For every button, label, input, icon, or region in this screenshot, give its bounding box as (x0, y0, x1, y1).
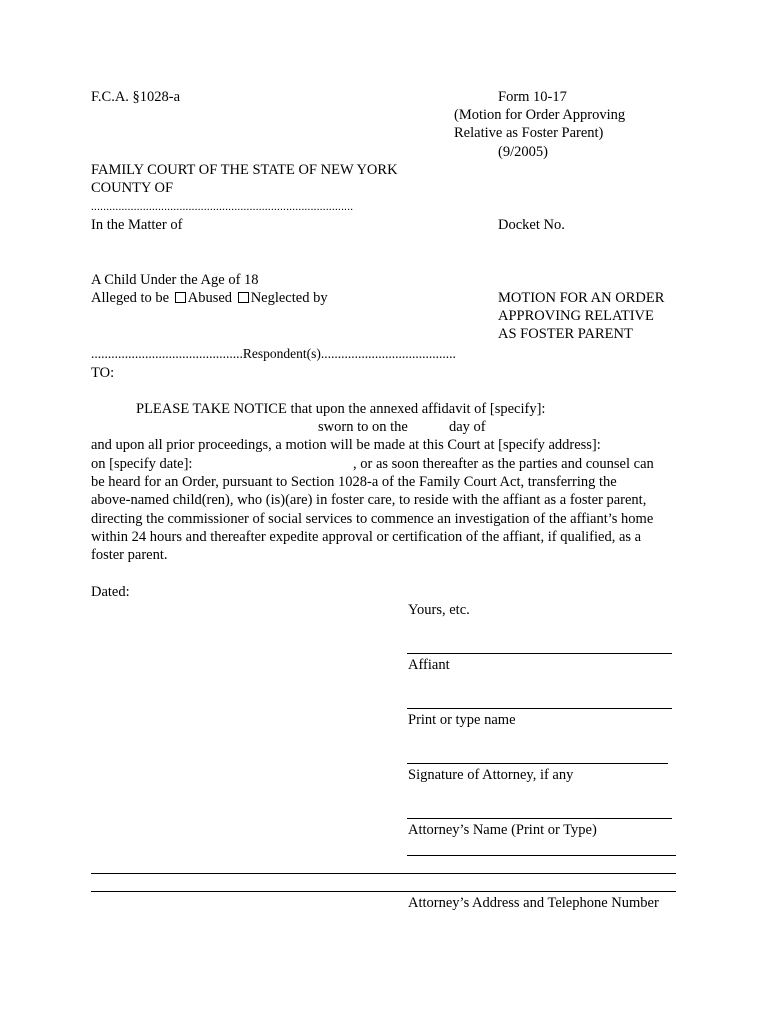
motion-title-line2: APPROVING RELATIVE (498, 308, 654, 324)
print-name-label: Print or type name (408, 712, 516, 728)
in-matter-of: In the Matter of (91, 217, 183, 233)
abused-label: Abused (187, 290, 233, 306)
affiant-signature-line[interactable] (407, 653, 672, 654)
day-of: day of (449, 419, 486, 435)
notice-line9: foster parent. (91, 547, 168, 563)
neglected-checkbox[interactable] (238, 292, 249, 303)
neglected-label: Neglected by (250, 290, 328, 306)
attorney-address-line2[interactable] (91, 873, 676, 874)
notice-line3: and upon all prior proceedings, a motion will be made at this Court at [specify address]: (91, 437, 601, 453)
dated-label: Dated: (91, 584, 130, 600)
affiant-label: Affiant (408, 657, 450, 673)
sworn-to-on: sworn to on the (318, 419, 408, 435)
motion-title-line3: AS FOSTER PARENT (498, 326, 633, 342)
attorney-address-label: Attorney’s Address and Telephone Number (408, 895, 659, 911)
form-title-line1: (Motion for Order Approving (454, 107, 626, 123)
notice-line4b: , or as soon thereafter as the parties and counsel can (353, 456, 654, 472)
docket-label: Docket No. (498, 217, 565, 233)
notice-line7: directing the commissioner of social services to commence an investigation of the affiant’s home (91, 511, 654, 527)
notice-line5: be heard for an Order, pursuant to Section 1028-a of the Family Court Act, transferring the (91, 474, 617, 490)
attorney-name-line[interactable] (407, 818, 672, 819)
county-label: COUNTY OF (91, 180, 174, 196)
form-number: Form 10-17 (498, 89, 567, 105)
statute-citation: F.C.A. §1028-a (91, 89, 181, 105)
abused-checkbox[interactable] (175, 292, 186, 303)
attorney-signature-line[interactable] (407, 763, 668, 764)
alleged-prefix: Alleged to be (91, 290, 170, 306)
specify-date: on [specify date]: (91, 456, 193, 472)
court-name: FAMILY COURT OF THE STATE OF NEW YORK (91, 162, 398, 178)
form-title-line2: Relative as Foster Parent) (454, 125, 604, 141)
print-name-line[interactable] (407, 708, 672, 709)
alleged-line (91, 289, 328, 307)
attorney-address-line3[interactable] (91, 891, 676, 892)
notice-line6: above-named child(ren), who (is)(are) in foster care, to reside with the affiant as a foster parent, (91, 492, 647, 508)
notice-line8: within 24 hours and thereafter expedite approval or certification of the affiant, if qualified, as a (91, 529, 642, 545)
to-label: TO: (91, 365, 115, 381)
form-date: (9/2005) (498, 144, 548, 160)
county-fill-dots: ...................................................................................... (91, 201, 354, 213)
notice-line1: PLEASE TAKE NOTICE that upon the annexed affidavit of [specify]: (136, 401, 546, 417)
respondents-line: .............................................Respondent(s)........................................ (91, 346, 456, 361)
attorney-address-line1[interactable] (407, 855, 676, 856)
motion-title-line1: MOTION FOR AN ORDER (498, 290, 665, 306)
attorney-name-label: Attorney’s Name (Print or Type) (408, 822, 597, 838)
child-line: A Child Under the Age of 18 (91, 272, 259, 288)
attorney-signature-label: Signature of Attorney, if any (408, 767, 574, 783)
yours-etc: Yours, etc. (408, 602, 470, 618)
